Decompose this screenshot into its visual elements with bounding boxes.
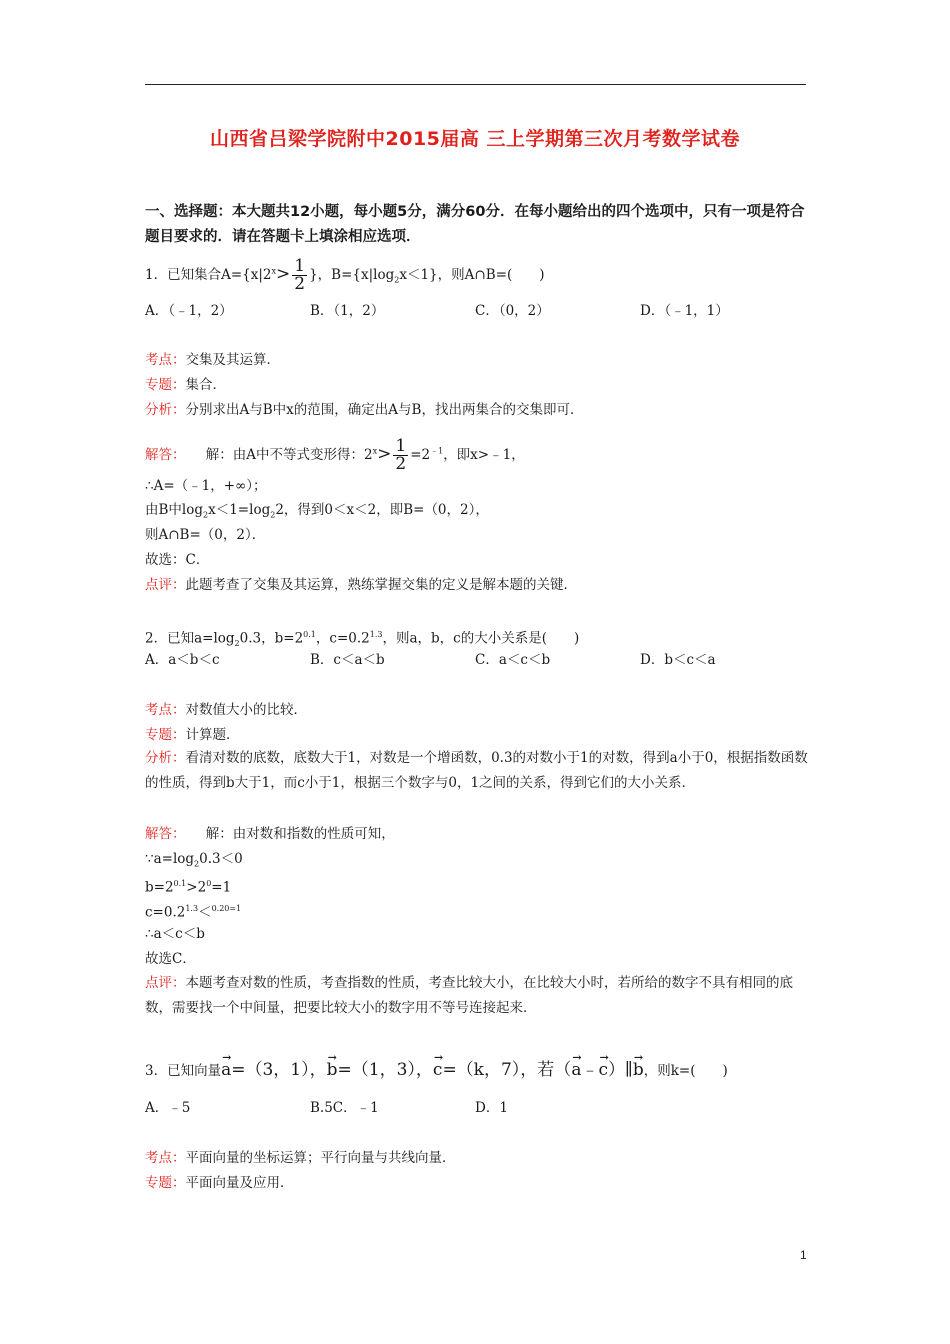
q2-zhuanti-label: 专题： — [145, 727, 186, 743]
q1-line-2-mid: x＜1=log — [208, 502, 271, 518]
q1-fenxi-label: 分析： — [145, 402, 186, 418]
q1-line-3: 则A∩B=（0，2）． — [145, 527, 266, 543]
q1-stem-post: x＜1}，则A∩B=( ) — [399, 267, 545, 283]
q3-vector-b2: → b — [633, 1060, 644, 1080]
q1-dianping-text: 此题考查了交集及其运算，熟练掌握交集的定义是解本题的关键． — [185, 577, 577, 593]
q3-vector-b: → b — [327, 1060, 338, 1080]
q1-jieda-fraction — [393, 438, 408, 473]
q2-option-c: C．a＜c＜b — [475, 652, 551, 668]
q1-line-2-post: 2，得到0＜x＜2，即B=（0，2）， — [275, 502, 489, 518]
q1-kaodian — [145, 350, 280, 370]
q1-stem — [145, 258, 544, 293]
q2-step-3-b: ＜ — [198, 904, 212, 921]
q1-fraction — [292, 258, 307, 293]
page-number: 1 — [800, 1248, 807, 1262]
q1-frac-den: 2 — [294, 274, 306, 294]
page-title: 山西省吕梁学院附中2015届高 三上学期第三次月考数学试卷 — [210, 128, 740, 150]
q1-zhuanti-label: 专题： — [145, 377, 186, 393]
q1-zhuanti — [145, 375, 226, 395]
q1-dianping-label: 点评： — [145, 577, 186, 593]
q2-step-1 — [145, 849, 243, 875]
q2-step-4: ∴a＜c＜b — [145, 926, 205, 942]
q3-kaodian — [145, 1148, 456, 1168]
q3-zhuanti-text: 平面向量及应用． — [185, 1175, 294, 1191]
q1-stem-sup: x — [271, 266, 277, 276]
q1-kaodian-label: 考点： — [145, 352, 186, 368]
q2-step-2-sup2: 0 — [206, 879, 212, 888]
q2-zhuanti — [145, 725, 240, 745]
q2-stem-sub: 2 — [234, 639, 240, 649]
section-heading: 一、选择题：本大题共12小题，每小题5分，满分60分．在每小题给出的四个选项中，只有一项是符合题目要求的．请在答题卡上填涂相应选项． — [145, 204, 805, 245]
q1-frac-num: 1 — [294, 256, 306, 276]
q2-dianping — [145, 971, 810, 1021]
q2-step-3 — [145, 899, 241, 923]
q3-vector-b-value: =（1，3）， — [337, 1060, 433, 1080]
q3-parallel: ）∥ — [607, 1060, 633, 1080]
q1-kaodian-text: 交集及其运算． — [185, 352, 280, 368]
q3-stem-pre: 3．已知向量 — [145, 1063, 222, 1079]
q2-fenxi — [145, 746, 810, 796]
q1-option-c: C．（0，2） — [475, 303, 550, 319]
q1-line-2-pre: 由B中log — [145, 502, 204, 518]
q3-zhuanti-label: 专题： — [145, 1175, 186, 1191]
q2-kaodian-text: 对数值大小的比较． — [185, 702, 307, 718]
q1-jieda-eq: =2 — [410, 447, 431, 463]
q1-jieda-sup: x — [372, 446, 378, 456]
q2-fenxi-text: 看清对数的底数，底数大于1，对数是一个增函数，0.3的对数小于1的对数，得到a小于0，根据指数函数的性质，得到b大于1，而c小于1，根据三个数字与0，1之间的关系，得到它们的大小关系． — [145, 750, 808, 791]
q2-kaodian-label: 考点： — [145, 702, 186, 718]
q2-step-3-a: c=0.2 — [145, 904, 186, 921]
q1-jieda-post: ，即x>﹣1， — [443, 447, 525, 463]
q2-step-3-sup: 1.3 — [185, 904, 199, 913]
q1-option-d: D．（﹣1，1） — [640, 303, 729, 319]
q1-line-2-sub: 2 — [203, 510, 209, 520]
q1-line-2-sub2: 2 — [270, 510, 276, 520]
q3-stem — [145, 1060, 728, 1081]
q2-step-1-a: ∵a=log — [145, 851, 195, 867]
q2-step-1-b: 0.3＜0 — [199, 851, 243, 867]
q1-line-4: 故选：C． — [145, 552, 210, 568]
q2-step-2-sup: 0.1 — [173, 879, 187, 888]
q2-option-a: A．a＜b＜c — [145, 652, 220, 668]
q3-vector-c2: → c — [598, 1060, 608, 1080]
q2-stem-a: 2．已知a=log — [145, 630, 235, 647]
q3-zhuanti — [145, 1173, 294, 1193]
q2-step-2 — [145, 874, 231, 898]
q2-fenxi-label: 分析： — [145, 750, 186, 766]
q3-vector-a: → a — [221, 1060, 231, 1080]
q1-fenxi-text: 分别求出A与B中x的范围，确定出A与B，找出两集合的交集即可． — [185, 402, 584, 418]
q1-stem-sub: 2 — [394, 275, 400, 285]
q2-step-1-sub: 2 — [194, 859, 200, 869]
q1-jieda-frac-num: 1 — [395, 436, 407, 456]
q2-option-b: B．c＜a＜b — [310, 652, 385, 668]
q2-kaodian — [145, 700, 307, 720]
q2-step-5: 故选C． — [145, 951, 196, 967]
q2-jieda-label: 解答： — [145, 826, 179, 842]
q2-stem-c: ，c=0.2 — [315, 630, 370, 647]
q2-step-2-b: >2 — [186, 879, 207, 896]
q2-step-2-c: =1 — [211, 879, 232, 896]
q3-kaodian-label: 考点： — [145, 1150, 186, 1166]
q2-stem-sup1: 0.1 — [303, 630, 316, 639]
q1-jieda-pre: 解：由A中不等式变形得：2 — [178, 447, 373, 463]
q1-stem-gt: > — [276, 264, 291, 284]
q3-vector-c: → c — [433, 1060, 443, 1080]
q3-option-a: A．﹣5 — [145, 1100, 191, 1116]
q1-option-b: B．（1，2） — [310, 303, 385, 319]
q2-option-d: D．b＜c＜a — [640, 652, 716, 668]
q3-option-bc: B.5C．﹣1 — [310, 1100, 379, 1116]
q3-stem-post: ，则k=( ) — [643, 1063, 728, 1079]
q2-dianping-label: 点评： — [145, 975, 186, 991]
q1-dianping — [145, 575, 577, 595]
q2-dianping-text: 本题考查对数的性质，考查指数的性质，考查比较大小，在比较大小时，若所给的数字不具有相同的底数，需要找一个中间量，把要比较大小的数字用不等号连接起来． — [145, 975, 793, 1016]
q2-stem-d: ，则a，b，c的大小关系是( ) — [382, 630, 580, 647]
q1-line-1: ∴A=（﹣1，+∞）； — [145, 478, 267, 494]
q2-zhuanti-text: 计算题． — [185, 727, 240, 743]
q3-option-d: D．1 — [475, 1100, 508, 1116]
q1-line-2 — [145, 500, 489, 526]
q2-stem-b: 0.3，b=2 — [239, 630, 304, 647]
q3-kaodian-text: 平面向量的坐标运算；平行向量与共线向量． — [185, 1150, 456, 1166]
q1-fenxi — [145, 400, 583, 420]
q2-step-2-a: b=2 — [145, 879, 174, 896]
q2-step-3-sup2: 0.20=1 — [211, 904, 242, 913]
q1-stem-pre: 1．已知集合A={x|2 — [145, 267, 272, 283]
q3-vector-a-value: =（3，1）， — [231, 1060, 327, 1080]
q1-jieda-sup2: ﹣1 — [430, 446, 444, 456]
q2-stem-sup2: 1.3 — [369, 630, 383, 639]
q1-jieda-label: 解答： — [145, 447, 179, 463]
q3-minus: ﹣ — [581, 1060, 599, 1080]
q1-stem-mid: }，B={x|log — [309, 267, 395, 283]
q3-vector-a2: → a — [571, 1060, 581, 1080]
q1-zhuanti-text: 集合． — [185, 377, 226, 393]
q1-jieda-gt: > — [377, 444, 392, 464]
q1-option-a: A．（﹣1，2） — [145, 303, 233, 319]
q2-jieda — [145, 824, 395, 844]
q1-jieda — [145, 438, 525, 473]
q2-jieda-text: 解：由对数和指数的性质可知， — [178, 826, 395, 842]
q1-jieda-frac-den: 2 — [395, 454, 407, 474]
header-rule — [145, 84, 806, 85]
q3-vector-c-value: =（k，7），若（ — [442, 1060, 572, 1080]
